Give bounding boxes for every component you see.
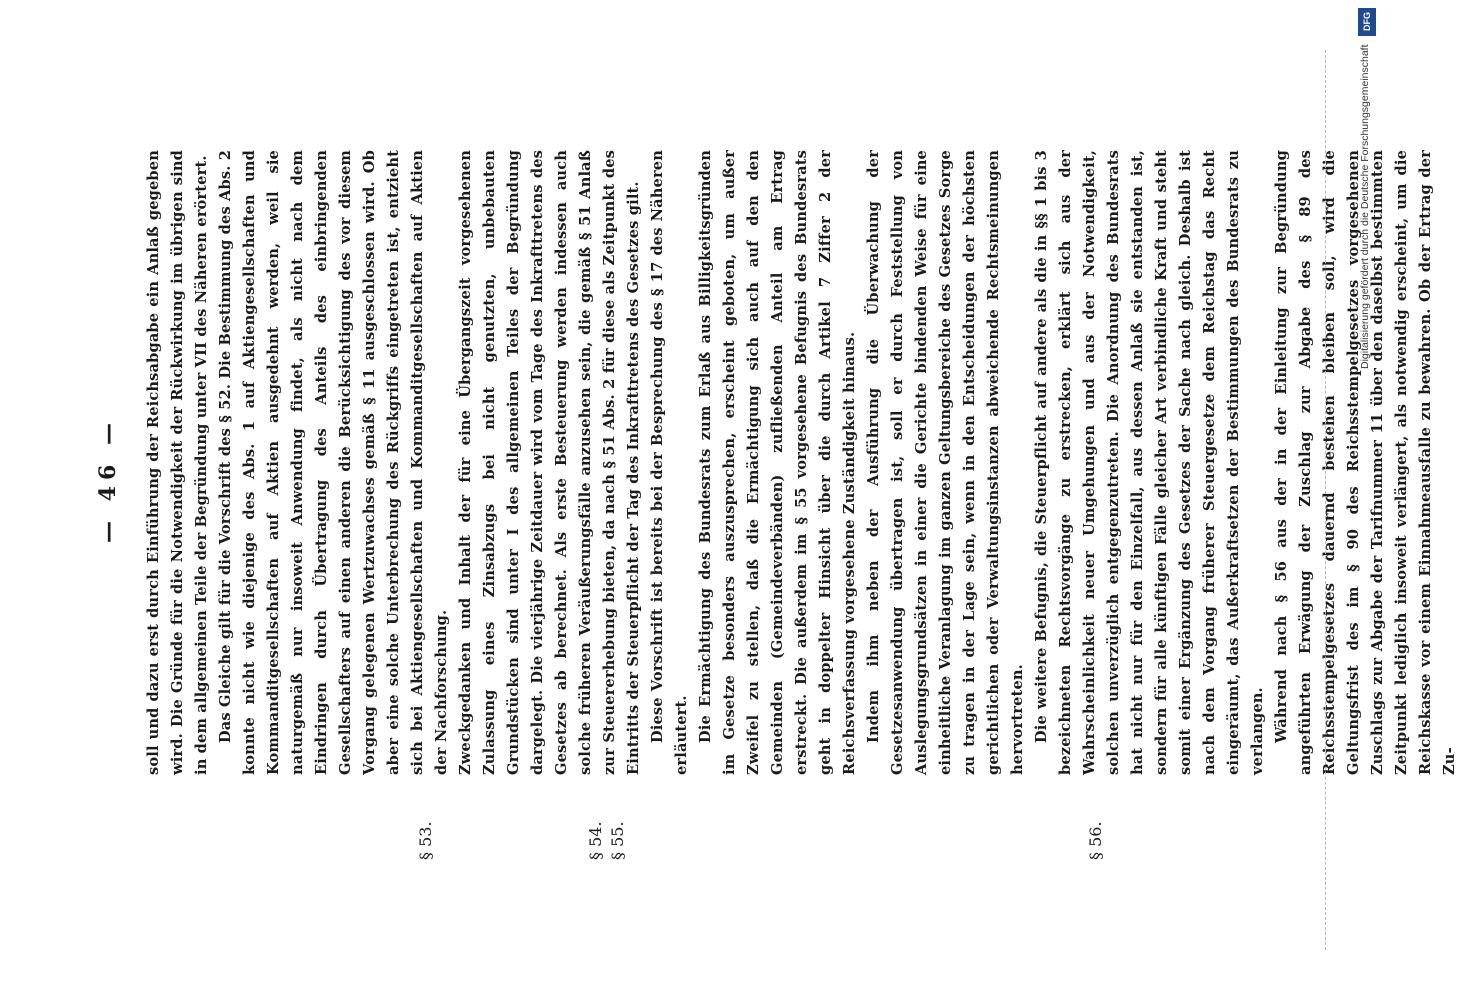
paragraph: Indem ihm neben der Ausführung die Überwachung der Gesetzesanwendung übertragen ist, soll er durch Feststellung von Auslegungsgrundsätzen in einer die Gerichte bindenden Weise für eine einheitliche Veranlagung im ganzen Geltungsbereiche des Gesetzes Sorge zu tragen in der Lage sein, wenn in den Entscheidungen der höchsten gerichtlichen oder Verwaltungsinstanzen abweichende Rechtsmeinungen hervortreten. [865, 150, 1026, 775]
paragraph: soll und dazu erst durch Einführung der Reichsabgabe ein Anlaß gegeben wird. Die Gründe für die Notwendigkeit der Rückwirkung im übrigen sind in dem allgemeinen Teile der Begründung unter VII des Näheren erörtert. [145, 150, 210, 775]
section-marker-53: § 53. [416, 821, 435, 860]
margin-rule [1325, 50, 1326, 950]
section-marker-55: § 55. [608, 821, 627, 860]
digitization-strip [1353, 0, 1383, 1000]
paragraph: Während nach § 56 aus der in der Einleitung zur Begründung angeführten Erwägung der Zuschlag zur Abgabe des § 89 des Reichsstempelgesetzes dauernd bestehen bleiben soll, wird die Geltungsfrist des im § 90 des Reichsstempelgesetzes vorgesehenen Zuschlags zur Abgabe der Tarifnummer 11 über den daselbst bestimmten Zeitpunkt lediglich insoweit verlängert, als notwendig erscheint, um die Reichskasse vor einem Einnahmeausfalle zu bewahren. Ob der Ertrag der Zu- [1273, 150, 1458, 775]
section-marker-54: § 54. [586, 821, 605, 860]
paragraph: Zweckgedanken und Inhalt der für eine Übergangszeit vorgesehenen Zulassung eines Zinsabzugs bei nicht genutzten, unbebauten Grundstücken sind unter I des allgemeinen Teiles der Begründung dargelegt. Die vierjährige Zeitdauer wird vom Tage des Inkrafttretens des Gesetzes ab berechnet. Als erste Besteuerung werden indessen auch solche früheren Veräußerungsfälle anzusehen sein, die gemäß § 51 Anlaß zur Steuererhebung bieten, da nach § 51 Abs. 2 für diese als Zeitpunkt des Eintritts der Steuerpflicht der Tag des Inkrafttretens des Gesetzes gilt. [457, 150, 642, 775]
paragraph: Die Ermächtigung des Bundesrats zum Erlaß aus Billigkeitsgründen im Gesetze besonders auszusprechen, erscheint geboten, um außer Zweifel zu stellen, daß die Ermächtigung sich auch auf den den Gemeinden (Gemeindeverbänden) zufließenden Anteil am Ertrag erstreckt. Die außerdem im § 55 vorgesehene Befugnis des Bundesrats geht in doppelter Hinsicht über die durch Artikel 7 Ziffer 2 der Reichsverfassung vorgesehene Zuständigkeit hinaus. [697, 150, 858, 775]
body-text [142, 150, 1462, 775]
digitization-caption: Digitalisierung gefördert durch die Deutsche Forschungsgemeinschaft [1359, 44, 1371, 369]
paragraph: Die weitere Befugnis, die Steuerpflicht auf andere als die in §§ 1 bis 3 bezeichneten Rechtsvorgänge zu erstrecken, erklärt sich aus der Wahrscheinlichkeit neuer Umgehungen und aus der Notwendigkeit, solchen unverzüglich entgegenzutreten. Die Anordnung des Bundesrats hat nicht nur für den Einzelfall, aus dessen Anlaß sie entstanden ist, sondern für alle künftigen Fälle gleicher Art verbindliche Kraft und steht somit einer Ergänzung des Gesetzes der Sache nach gleich. Deshalb ist nach dem Vorgang früherer Steuergesetze dem Reichstag das Recht eingeräumt, das Außerkraftsetzen der Bestimmungen des Bundesrats zu verlangen. [1033, 150, 1266, 775]
paragraph: Diese Vorschrift ist bereits bei der Besprechung des § 17 des Näheren erläutert. [649, 150, 690, 775]
dfg-logo: DFG [1358, 8, 1376, 36]
section-marker-56: § 56. [1086, 821, 1105, 860]
page-number: — 46 — [95, 417, 121, 543]
paragraph: Das Gleiche gilt für die Vorschrift des § 52. Die Bestimmung des Abs. 2 konnte nicht wie diejenige des Abs. 1 auf Aktiengesellschaften und Kommanditgesellschaften auf Aktien ausgedehnt werden, weil sie naturgemäß nur insoweit Anwendung findet, als nicht nach dem Eindringen durch Übertragung des Anteils des einbringenden Gesellschafters auf einen anderen die Berücksichtigung des vor diesem Vorgang gelegenen Wertzuwachses gemäß § 11 ausgeschlossen wird. Ob aber eine solche Unterbrechung des Rückgriffs eingetreten ist, entzieht sich bei Aktiengesellschaften und Kommanditgesellschaften auf Aktien der Nachforschung. [217, 150, 450, 775]
